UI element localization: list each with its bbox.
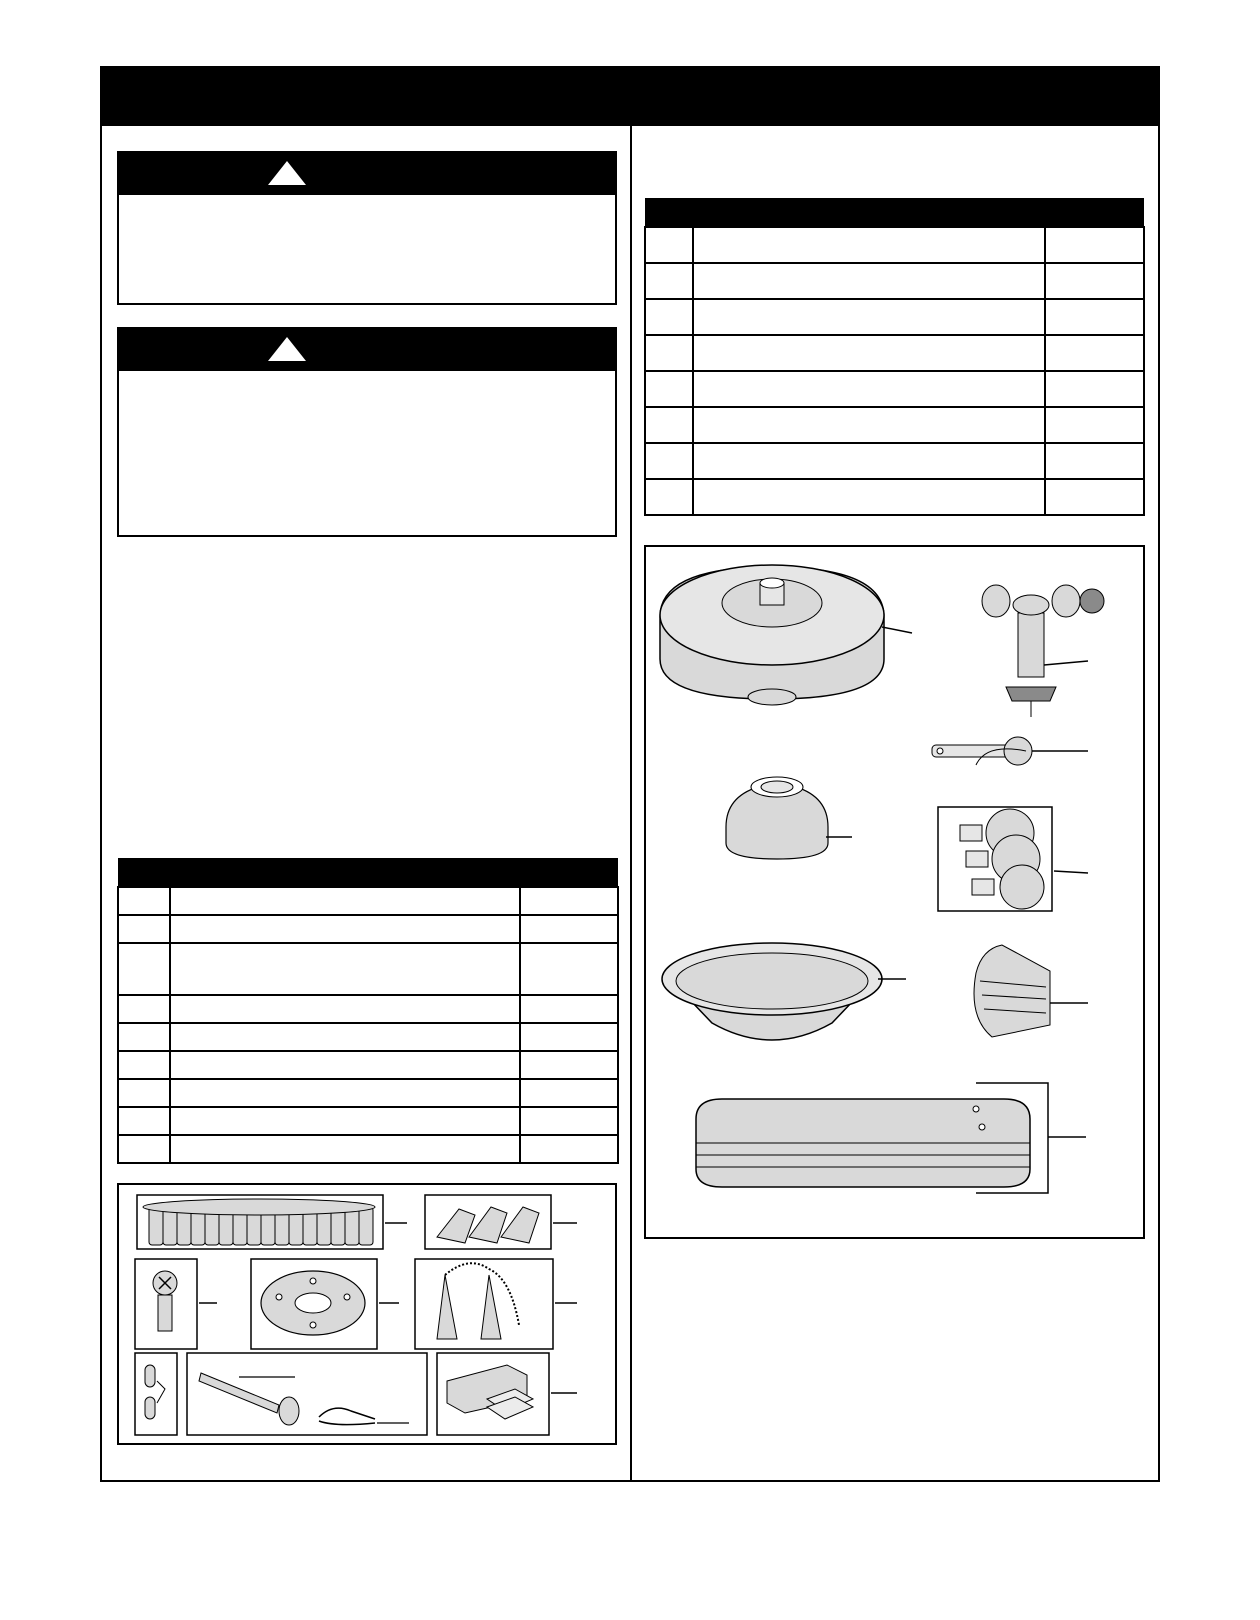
hardware-illustration [119, 1185, 615, 1443]
table-cell [693, 371, 1044, 407]
table-cell [693, 263, 1044, 299]
table-cell [1045, 479, 1144, 515]
table-row [118, 1051, 618, 1079]
canopy-illustration [726, 777, 852, 859]
warning-header-2 [119, 329, 615, 371]
parts-illustration-box [644, 545, 1145, 1239]
table-cell [118, 1135, 170, 1163]
table-cell [520, 1023, 618, 1051]
table-cell [170, 995, 519, 1023]
fan-blades-illustration [696, 1083, 1086, 1193]
table-header-row [645, 198, 1144, 227]
table-row [118, 1107, 618, 1135]
table-cell [170, 1135, 519, 1163]
wire-connectors-illustration [425, 1195, 577, 1249]
table-header-cell [693, 198, 1044, 227]
table-cell [1045, 371, 1144, 407]
table-cell [1045, 227, 1144, 263]
hanger-pin-illustration [187, 1353, 427, 1435]
table-header-cell [645, 198, 693, 227]
table-cell [693, 407, 1044, 443]
table-row [118, 943, 618, 995]
table-cell [118, 1107, 170, 1135]
table-row [645, 263, 1144, 299]
table-cell [645, 227, 693, 263]
table-cell [520, 1135, 618, 1163]
table-header-cell [520, 858, 618, 887]
parts-illustration [646, 547, 1143, 1237]
table-header-cell [170, 858, 519, 887]
table-cell [693, 479, 1044, 515]
hardware-illustration-box [117, 1183, 617, 1445]
table-cell [170, 1023, 519, 1051]
table-cell [118, 995, 170, 1023]
switch-housing-illustration [982, 585, 1104, 717]
table-row [118, 915, 618, 943]
header-bar [100, 66, 1160, 126]
table-cell [693, 299, 1044, 335]
balancing-kit-illustration [437, 1353, 577, 1435]
table-row [645, 299, 1144, 335]
table-row [118, 1135, 618, 1163]
warning-triangle-icon [268, 161, 306, 185]
table-cell [1045, 443, 1144, 479]
motor-housing-illustration [660, 565, 912, 705]
table-cell [170, 943, 519, 995]
warning-header-1 [119, 153, 615, 195]
blade-irons-illustration [974, 945, 1088, 1037]
table-cell [170, 1051, 519, 1079]
warning-box-1 [117, 151, 617, 305]
mounting-plate-illustration [251, 1259, 399, 1349]
table-cell [645, 299, 693, 335]
table-cell [118, 1051, 170, 1079]
table-cell [693, 335, 1044, 371]
table-row [645, 335, 1144, 371]
table-cell [118, 943, 170, 995]
table-row [645, 407, 1144, 443]
table-header-cell [118, 858, 170, 887]
table-cell [645, 263, 693, 299]
warning-box-2 [117, 327, 617, 537]
table-cell [118, 1023, 170, 1051]
table-row [118, 1023, 618, 1051]
table-cell [693, 443, 1044, 479]
table-cell [693, 227, 1044, 263]
table-header-row [118, 858, 618, 887]
light-bulbs-illustration [938, 807, 1088, 911]
table-cell [520, 995, 618, 1023]
mounting-screw-illustration [135, 1259, 217, 1349]
table-row [118, 995, 618, 1023]
table-cell [645, 443, 693, 479]
table-row [118, 1079, 618, 1107]
table-row [118, 887, 618, 915]
table-row [645, 227, 1144, 263]
table-cell [118, 1079, 170, 1107]
table-cell [170, 887, 519, 915]
table-cell [520, 1079, 618, 1107]
table-cell [645, 407, 693, 443]
table-cell [170, 915, 519, 943]
clips-illustration [135, 1353, 177, 1435]
hardware-table [117, 858, 619, 1164]
table-row [645, 443, 1144, 479]
pull-chains-illustration [415, 1259, 577, 1349]
table-cell [118, 915, 170, 943]
table-cell [520, 887, 618, 915]
table-cell [520, 943, 618, 995]
table-cell [1045, 263, 1144, 299]
table-cell [118, 887, 170, 915]
table-cell [170, 1107, 519, 1135]
table-cell [170, 1079, 519, 1107]
table-cell [520, 915, 618, 943]
table-cell [645, 479, 693, 515]
table-cell [645, 371, 693, 407]
table-cell [645, 335, 693, 371]
warning-triangle-icon [268, 337, 306, 361]
column-divider [630, 124, 632, 1482]
table-header-cell [1045, 198, 1144, 227]
parts-table [644, 198, 1145, 516]
table-cell [520, 1051, 618, 1079]
downrod-illustration [932, 737, 1088, 765]
table-row [645, 371, 1144, 407]
table-row [645, 479, 1144, 515]
table-cell [1045, 335, 1144, 371]
light-bowl-illustration [662, 943, 906, 1040]
table-cell [520, 1107, 618, 1135]
table-cell [1045, 299, 1144, 335]
blade-screws-illustration [137, 1195, 407, 1249]
table-cell [1045, 407, 1144, 443]
